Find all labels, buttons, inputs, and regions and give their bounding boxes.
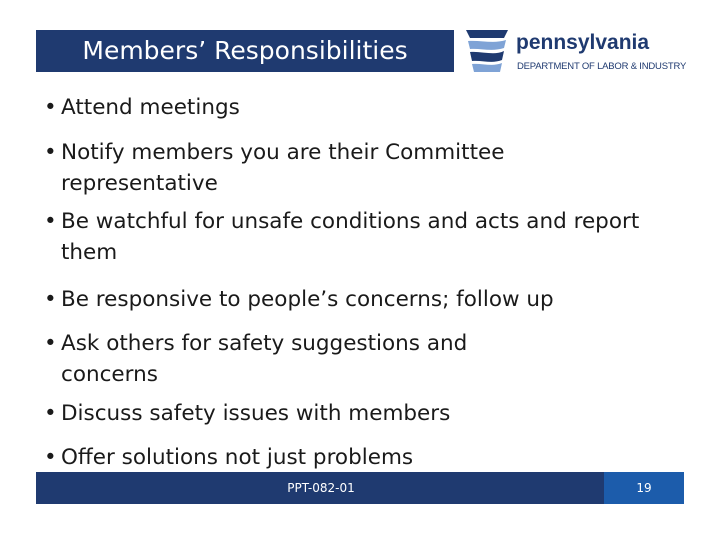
bullet-marker: • — [44, 287, 57, 312]
bullet-item — [44, 92, 684, 123]
bullet-text: Attend meetings — [61, 95, 240, 120]
bullet-text: Ask others for safety suggestions and concerns — [61, 331, 468, 387]
footer-code: PPT-082-01 — [287, 481, 355, 495]
bullet-item — [44, 206, 644, 268]
bullet-marker: • — [44, 209, 57, 234]
bullet-item — [44, 284, 684, 315]
bullet-item — [44, 137, 604, 199]
bullet-marker: • — [44, 445, 57, 470]
slide-title: Members’ Responsibilities — [36, 30, 454, 72]
bullet-marker: • — [44, 95, 57, 120]
bullet-text: Offer solutions not just problems — [61, 445, 414, 470]
page-number: 19 — [604, 472, 684, 504]
bullet-text: Discuss safety issues with members — [61, 401, 451, 426]
footer-bar — [36, 472, 684, 504]
bullet-marker: • — [44, 331, 57, 356]
logo-wordmark: pennsylvania — [516, 31, 650, 54]
bullet-text: Notify members you are their Committee representative — [61, 140, 505, 196]
bullet-text: Be responsive to people’s concerns; follow up — [61, 287, 554, 312]
keystone-logo-icon — [462, 26, 512, 76]
bullet-text: Be watchful for unsafe conditions and acts and report them — [61, 209, 640, 265]
bullet-marker: • — [44, 401, 57, 426]
bullet-item — [44, 442, 684, 473]
pennsylvania-logo — [462, 26, 702, 76]
bullet-marker: • — [44, 140, 57, 165]
bullet-item — [44, 398, 684, 429]
bullet-item — [44, 328, 544, 390]
logo-subtitle: DEPARTMENT OF LABOR & INDUSTRY — [517, 61, 687, 72]
